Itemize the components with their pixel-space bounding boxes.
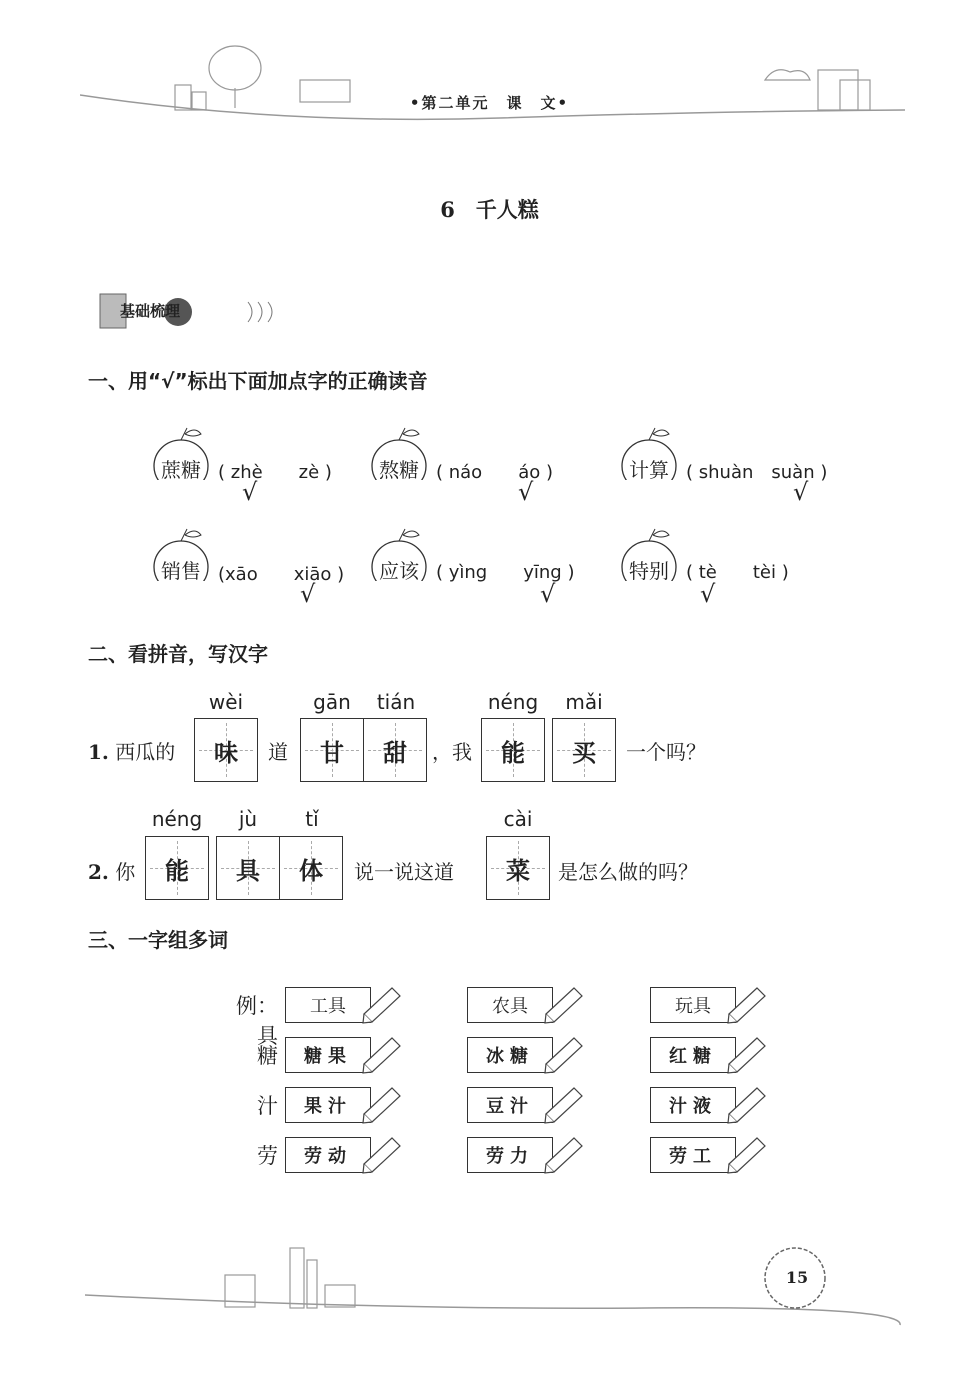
section-badge-label: 基础梳理: [120, 302, 181, 320]
char-box[interactable]: [194, 718, 258, 782]
pencil-icon: [362, 980, 410, 1180]
apple-word: 特别: [629, 559, 669, 583]
word-box[interactable]: 红糖: [650, 1037, 736, 1073]
word-box[interactable]: 豆汁: [467, 1087, 553, 1123]
apple-card: [370, 444, 428, 498]
check-mark: √: [300, 580, 316, 608]
char-box[interactable]: [145, 836, 209, 900]
unit-title: •第二单元 课 文•: [409, 94, 570, 112]
answer-char: 买: [572, 737, 596, 767]
char-box[interactable]: [300, 718, 427, 782]
pinyin-options: ( shuàn suàn ): [686, 462, 828, 483]
apple-word: 熬糖: [379, 458, 419, 482]
answer-char: 菜: [506, 855, 530, 885]
answer-char: 能: [165, 855, 189, 885]
pinyin-label: jù: [238, 807, 258, 831]
sentence-text: ，我: [432, 740, 472, 764]
sentence-text: 是怎么做的吗？: [558, 860, 698, 884]
char-box[interactable]: [481, 718, 545, 782]
pinyin-label: tián: [376, 690, 416, 714]
q2-heading: 二、看拼音，写汉字: [88, 642, 268, 666]
apple-card: [152, 444, 210, 498]
check-mark: √: [518, 478, 534, 506]
sentence-text: 你: [115, 860, 136, 884]
answer-char: 甜: [383, 737, 407, 767]
lesson-title: 6 千人糕: [440, 197, 539, 222]
check-mark: √: [793, 478, 809, 506]
word-box[interactable]: 农具: [467, 987, 553, 1023]
sentence-2-start: [88, 856, 135, 885]
pinyin-options: ( náo áo ): [436, 462, 553, 483]
word-box[interactable]: 劳工: [650, 1137, 736, 1173]
apple-word: 计算: [629, 458, 669, 482]
sentence-text: 西瓜的: [115, 740, 176, 764]
base-char: 例：具: [236, 994, 278, 1048]
pinyin-label: wèi: [208, 690, 244, 714]
base-char: 汁: [257, 1094, 278, 1118]
sentence-text: 说一说这道: [354, 860, 454, 884]
apple-card: [152, 545, 210, 599]
sentence-text: 道: [268, 740, 288, 764]
answer-char: 甘: [320, 737, 344, 767]
page-number: 15: [785, 1268, 809, 1287]
pencil-icon: [727, 980, 775, 1180]
word-box[interactable]: 汁液: [650, 1087, 736, 1123]
answer-char: 能: [501, 737, 525, 767]
word-box[interactable]: 玩具: [650, 987, 736, 1023]
sentence-1-start: [88, 736, 175, 765]
word-box[interactable]: 果汁: [285, 1087, 371, 1123]
char-box[interactable]: [486, 836, 550, 900]
apple-word: 销售: [161, 559, 201, 583]
check-mark: √: [700, 580, 716, 608]
word-box[interactable]: 劳力: [467, 1137, 553, 1173]
base-char: 糖: [257, 1044, 278, 1068]
apple-card: [370, 545, 428, 599]
pinyin-options: (xāo xiāo ): [218, 564, 345, 585]
word-box[interactable]: 劳动: [285, 1137, 371, 1173]
q3-heading: 三、一字组多词: [88, 928, 228, 952]
pencil-icon: [544, 980, 592, 1180]
apple-card: [620, 444, 678, 498]
pinyin-label: néng: [151, 807, 203, 831]
word-box[interactable]: 糖果: [285, 1037, 371, 1073]
q1-heading: 一、用“√”标出下面加点字的正确读音: [88, 369, 428, 393]
pinyin-options: ( yìng yīng ): [436, 562, 575, 583]
pinyin-label: néng: [487, 690, 539, 714]
header-decoration: [80, 40, 910, 130]
check-mark: √: [540, 580, 556, 608]
pinyin-options: ( zhè zè ): [218, 462, 332, 483]
pinyin-label: mǎi: [565, 690, 603, 714]
pinyin-label: cài: [503, 807, 533, 831]
pinyin-label: tǐ: [305, 807, 319, 831]
answer-char: 体: [299, 855, 323, 885]
check-mark: √: [242, 478, 258, 506]
word-box[interactable]: 工具: [285, 987, 371, 1023]
apple-word: 蔗糖: [161, 458, 201, 482]
pinyin-options: ( tè tèi ): [686, 562, 789, 583]
answer-char: 具: [236, 855, 260, 885]
char-box[interactable]: [216, 836, 343, 900]
base-char: 劳: [257, 1144, 278, 1168]
word-box[interactable]: 冰糖: [467, 1037, 553, 1073]
char-box[interactable]: [552, 718, 616, 782]
apple-word: 应该: [379, 559, 419, 583]
apple-card: [620, 545, 678, 599]
pinyin-label: gān: [313, 690, 351, 714]
sentence-number: 2.: [88, 860, 109, 884]
sentence-text: 一个吗？: [626, 740, 706, 764]
answer-char: 味: [214, 737, 238, 767]
sentence-number: 1.: [88, 740, 109, 764]
